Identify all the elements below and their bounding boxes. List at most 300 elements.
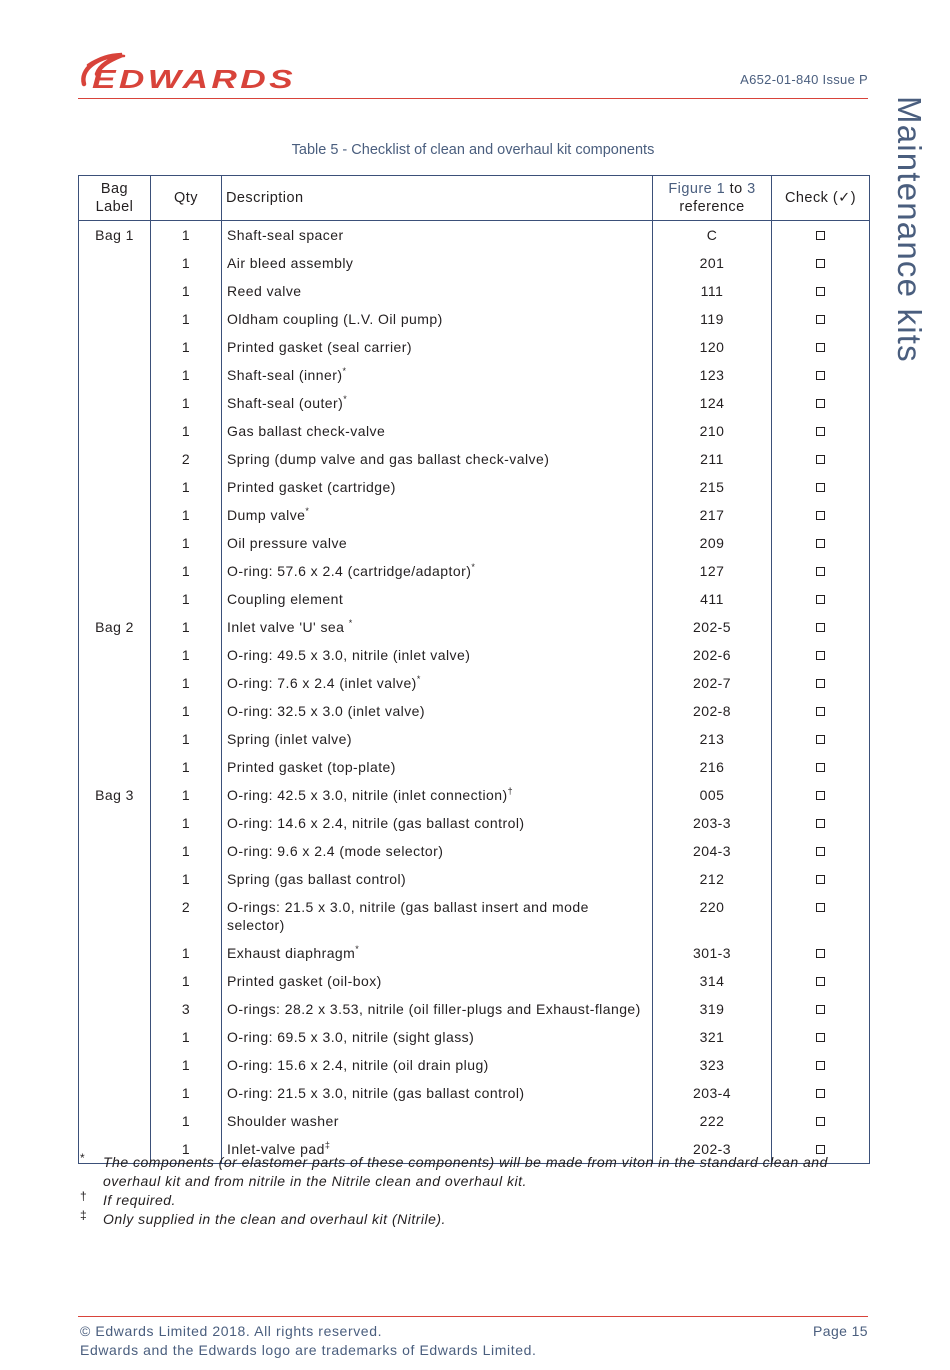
qty-cell: 1: [151, 697, 222, 725]
check-cell: [772, 1079, 870, 1107]
figure-reference-cell: 319: [653, 995, 772, 1023]
description-cell: [222, 669, 653, 697]
checkbox-icon[interactable]: [816, 819, 825, 828]
qty-cell: 1: [151, 1051, 222, 1079]
table-row: [79, 249, 870, 277]
header-ref-to: to: [729, 181, 743, 197]
header-qty: Qty: [151, 176, 222, 221]
qty-cell: 1: [151, 557, 222, 585]
table-row: [79, 389, 870, 417]
document-reference: A652-01-840 Issue P: [740, 72, 868, 87]
figure-reference-cell: 213: [653, 725, 772, 753]
footnote-marker: *: [343, 394, 348, 404]
checkbox-icon[interactable]: [816, 977, 825, 986]
figure-reference-cell: 202-6: [653, 641, 772, 669]
qty-cell: 1: [151, 1079, 222, 1107]
description-cell: [222, 1079, 653, 1107]
description-cell: [222, 967, 653, 995]
table-row: [79, 473, 870, 501]
description-cell: [222, 995, 653, 1023]
checkbox-icon[interactable]: [816, 763, 825, 772]
description-cell: [222, 249, 653, 277]
description-cell: [222, 305, 653, 333]
footnote-nitrile-only: [78, 1210, 838, 1229]
check-cell: [772, 557, 870, 585]
figure-reference-cell: C: [653, 221, 772, 250]
checkbox-icon[interactable]: [816, 847, 825, 856]
table-body: [79, 221, 870, 1164]
description-text: Reed valve: [227, 283, 302, 299]
description-cell: [222, 445, 653, 473]
checkbox-icon[interactable]: [816, 371, 825, 380]
footnote-marker: †: [507, 786, 514, 796]
footnote-marker: *: [305, 506, 310, 516]
check-cell: [772, 753, 870, 781]
figure-reference-cell: 220: [653, 893, 772, 939]
description-text: Coupling element: [227, 591, 344, 607]
checkbox-icon[interactable]: [816, 679, 825, 688]
description-text: Inlet-valve pad: [227, 1141, 325, 1157]
bag-label-cell: [79, 389, 151, 417]
check-cell: [772, 249, 870, 277]
checkbox-icon[interactable]: [816, 595, 825, 604]
description-text: Shaft-seal (inner): [227, 367, 343, 383]
description-text: Gas ballast check-valve: [227, 423, 386, 439]
footnote-if-required: [78, 1191, 838, 1210]
checkbox-icon[interactable]: [816, 567, 825, 576]
table-row: [79, 1051, 870, 1079]
footnote-mark: ‡: [80, 1208, 88, 1222]
footnote-text: Only supplied in the clean and overhaul kit (Nitrile).: [103, 1211, 446, 1227]
description-text: O-ring: 21.5 x 3.0, nitrile (gas ballast control): [227, 1085, 525, 1101]
checkbox-icon[interactable]: [816, 315, 825, 324]
checkbox-icon[interactable]: [816, 483, 825, 492]
figure-reference-cell: 222: [653, 1107, 772, 1135]
footnote-marker: *: [342, 366, 347, 376]
checkbox-icon[interactable]: [816, 623, 825, 632]
footnote-mark: †: [80, 1189, 88, 1203]
footnote-marker: *: [348, 618, 353, 628]
section-side-title: Maintenance kits: [891, 96, 928, 363]
table-row: [79, 865, 870, 893]
table-row: [79, 893, 870, 939]
table-row: [79, 697, 870, 725]
bag-label-cell: [79, 361, 151, 389]
qty-cell: 2: [151, 445, 222, 473]
qty-cell: 1: [151, 305, 222, 333]
figure-reference-cell: 005: [653, 781, 772, 809]
table-row: [79, 613, 870, 641]
table-row: [79, 333, 870, 361]
checkbox-icon[interactable]: [816, 231, 825, 240]
bag-label-cell: [79, 697, 151, 725]
checkbox-icon[interactable]: [816, 427, 825, 436]
description-cell: [222, 585, 653, 613]
check-cell: [772, 837, 870, 865]
footer-divider: [78, 1316, 868, 1317]
description-text: O-ring: 14.6 x 2.4, nitrile (gas ballast control): [227, 815, 525, 831]
checkbox-icon[interactable]: [816, 1061, 825, 1070]
table-row: [79, 501, 870, 529]
figure-reference-cell: 323: [653, 1051, 772, 1079]
bag-label-cell: [79, 333, 151, 361]
description-cell: [222, 865, 653, 893]
qty-cell: 1: [151, 837, 222, 865]
figure-reference-cell: 202-3: [653, 1135, 772, 1164]
description-text: O-ring: 15.6 x 2.4, nitrile (oil drain plug): [227, 1057, 489, 1073]
qty-cell: 1: [151, 725, 222, 753]
bag-label-cell: [79, 1051, 151, 1079]
checkbox-icon[interactable]: [816, 651, 825, 660]
description-text: Shoulder washer: [227, 1113, 339, 1129]
check-cell: [772, 277, 870, 305]
qty-cell: 1: [151, 939, 222, 967]
figure-reference-cell: 203-3: [653, 809, 772, 837]
header-bag-line1: Bag: [100, 181, 129, 197]
figure-reference-cell: 204-3: [653, 837, 772, 865]
checkbox-icon[interactable]: [816, 735, 825, 744]
bag-label-cell: [79, 445, 151, 473]
logo-text: EDWARDS: [92, 64, 296, 92]
description-text: O-ring: 9.6 x 2.4 (mode selector): [227, 843, 444, 859]
table-row: [79, 305, 870, 333]
table-row: [79, 1079, 870, 1107]
description-cell: [222, 809, 653, 837]
footnote-marker: ‡: [324, 1140, 331, 1150]
description-cell: [222, 939, 653, 967]
bag-label-cell: [79, 641, 151, 669]
check-cell: [772, 939, 870, 967]
description-text: O-ring: 49.5 x 3.0, nitrile (inlet valve): [227, 647, 471, 663]
checkbox-icon[interactable]: [816, 511, 825, 520]
check-cell: [772, 585, 870, 613]
checkbox-icon[interactable]: [816, 539, 825, 548]
check-cell: [772, 333, 870, 361]
table-row: [79, 967, 870, 995]
figure-reference-cell: 215: [653, 473, 772, 501]
footnote-marker: *: [416, 674, 421, 684]
description-cell: [222, 277, 653, 305]
check-cell: [772, 305, 870, 333]
check-cell: [772, 995, 870, 1023]
footnote-marker: *: [471, 562, 476, 572]
table-row: [79, 725, 870, 753]
table-row: [79, 1023, 870, 1051]
qty-cell: 1: [151, 865, 222, 893]
description-cell: [222, 753, 653, 781]
bag-label-cell: [79, 753, 151, 781]
description-text: O-rings: 28.2 x 3.53, nitrile (oil filler-plugs and Exhaust-flange): [227, 1001, 641, 1017]
bag-label-cell: Bag 2: [79, 613, 151, 641]
qty-cell: 1: [151, 333, 222, 361]
bag-label-cell: [79, 249, 151, 277]
figure-3-link[interactable]: 3: [747, 181, 756, 197]
figure-reference-cell: 119: [653, 305, 772, 333]
description-cell: [222, 417, 653, 445]
trademark-notice: Edwards and the Edwards logo are trademarks of Edwards Limited.: [80, 1342, 537, 1358]
check-cell: [772, 893, 870, 939]
figure-reference-cell: 120: [653, 333, 772, 361]
qty-cell: 1: [151, 781, 222, 809]
bag-label-cell: [79, 1023, 151, 1051]
bag-label-cell: [79, 1107, 151, 1135]
qty-cell: 1: [151, 473, 222, 501]
checkbox-icon[interactable]: [816, 287, 825, 296]
qty-cell: 1: [151, 809, 222, 837]
figure-1-link[interactable]: Figure 1: [668, 181, 726, 197]
check-cell: [772, 473, 870, 501]
description-text: Shaft-seal spacer: [227, 227, 344, 243]
qty-cell: 1: [151, 669, 222, 697]
description-text: O-ring: 57.6 x 2.4 (cartridge/adaptor): [227, 563, 472, 579]
header-bag-label: [79, 176, 151, 221]
description-cell: [222, 1051, 653, 1079]
check-cell: [772, 1023, 870, 1051]
checkbox-icon[interactable]: [816, 1117, 825, 1126]
description-cell: [222, 837, 653, 865]
description-cell: [222, 529, 653, 557]
figure-reference-cell: 216: [653, 753, 772, 781]
table-row: [79, 939, 870, 967]
kit-checklist-table: [78, 175, 870, 1164]
description-text: Printed gasket (oil-box): [227, 973, 382, 989]
bag-label-cell: [79, 473, 151, 501]
bag-label-cell: [79, 865, 151, 893]
figure-reference-cell: 202-7: [653, 669, 772, 697]
description-cell: [222, 781, 653, 809]
footnote-text: If required.: [103, 1192, 176, 1208]
description-cell: [222, 221, 653, 250]
check-cell: [772, 445, 870, 473]
description-text: O-ring: 7.6 x 2.4 (inlet valve): [227, 675, 417, 691]
description-text: Spring (inlet valve): [227, 731, 352, 747]
table-row: [79, 557, 870, 585]
bag-label-cell: [79, 557, 151, 585]
qty-cell: 1: [151, 585, 222, 613]
footnote-viton-nitrile: [78, 1153, 838, 1191]
description-cell: [222, 389, 653, 417]
description-cell: [222, 361, 653, 389]
checkbox-icon[interactable]: [816, 259, 825, 268]
check-cell: [772, 781, 870, 809]
check-cell: [772, 809, 870, 837]
description-text: Spring (gas ballast control): [227, 871, 407, 887]
qty-cell: 1: [151, 1107, 222, 1135]
qty-cell: 1: [151, 967, 222, 995]
table-row: [79, 221, 870, 250]
check-cell: [772, 967, 870, 995]
header-bag-line2: Label: [95, 199, 134, 215]
table-row: [79, 753, 870, 781]
qty-cell: 1: [151, 249, 222, 277]
table-row: [79, 585, 870, 613]
description-text: O-ring: 42.5 x 3.0, nitrile (inlet connection): [227, 787, 508, 803]
bag-label-cell: Bag 3: [79, 781, 151, 809]
description-text: O-rings: 21.5 x 3.0, nitrile (gas ballast insert and mode selector): [227, 899, 589, 933]
qty-cell: 1: [151, 389, 222, 417]
figure-reference-cell: 111: [653, 277, 772, 305]
check-cell: [772, 613, 870, 641]
footnotes: [78, 1153, 838, 1229]
checkbox-icon[interactable]: [816, 875, 825, 884]
table-row: [79, 995, 870, 1023]
description-cell: [222, 893, 653, 939]
figure-reference-cell: 411: [653, 585, 772, 613]
figure-reference-cell: 210: [653, 417, 772, 445]
figure-reference-cell: 217: [653, 501, 772, 529]
header-check: Check (✓): [772, 176, 870, 221]
qty-cell: 3: [151, 995, 222, 1023]
figure-reference-cell: 211: [653, 445, 772, 473]
bag-label-cell: [79, 1079, 151, 1107]
qty-cell: 1: [151, 1023, 222, 1051]
bag-label-cell: [79, 725, 151, 753]
check-cell: [772, 669, 870, 697]
description-cell: [222, 1023, 653, 1051]
table-row: [79, 781, 870, 809]
qty-cell: 1: [151, 501, 222, 529]
table-row: [79, 445, 870, 473]
header-divider: [78, 98, 868, 99]
qty-cell: 1: [151, 529, 222, 557]
description-cell: [222, 557, 653, 585]
description-cell: [222, 725, 653, 753]
header-description: Description: [222, 176, 653, 221]
check-cell: [772, 417, 870, 445]
description-text: Air bleed assembly: [227, 255, 354, 271]
check-cell: [772, 641, 870, 669]
edwards-logo-icon: [78, 52, 300, 92]
description-text: Inlet valve 'U' sea: [227, 619, 349, 635]
check-cell: [772, 725, 870, 753]
qty-cell: 1: [151, 613, 222, 641]
qty-cell: 1: [151, 417, 222, 445]
table-row: [79, 529, 870, 557]
qty-cell: 2: [151, 893, 222, 939]
figure-reference-cell: 202-5: [653, 613, 772, 641]
bag-label-cell: [79, 501, 151, 529]
description-text: Shaft-seal (outer): [227, 395, 344, 411]
checkbox-icon[interactable]: [816, 1033, 825, 1042]
check-cell: [772, 865, 870, 893]
qty-cell: 1: [151, 361, 222, 389]
figure-reference-cell: 209: [653, 529, 772, 557]
figure-reference-cell: 127: [653, 557, 772, 585]
qty-cell: 1: [151, 221, 222, 250]
checkbox-icon[interactable]: [816, 1089, 825, 1098]
bag-label-cell: [79, 669, 151, 697]
bag-label-cell: [79, 837, 151, 865]
page-number: Page 15: [813, 1323, 868, 1339]
description-text: O-ring: 69.5 x 3.0, nitrile (sight glass): [227, 1029, 475, 1045]
bag-label-cell: [79, 277, 151, 305]
footnote-marker: *: [355, 944, 360, 954]
checkbox-icon[interactable]: [816, 455, 825, 464]
bag-label-cell: [79, 529, 151, 557]
header-figure-reference: [653, 176, 772, 221]
description-text: O-ring: 32.5 x 3.0 (inlet valve): [227, 703, 426, 719]
description-text: Oldham coupling (L.V. Oil pump): [227, 311, 443, 327]
description-text: Oil pressure valve: [227, 535, 348, 551]
checkbox-icon[interactable]: [816, 791, 825, 800]
bag-label-cell: Bag 1: [79, 221, 151, 250]
description-cell: [222, 697, 653, 725]
check-cell: [772, 361, 870, 389]
bag-label-cell: [79, 809, 151, 837]
check-cell: [772, 389, 870, 417]
bag-label-cell: [79, 967, 151, 995]
figure-reference-cell: 123: [653, 361, 772, 389]
header-ref-line2: reference: [679, 199, 745, 215]
footnote-text: The components (or elastomer parts of these components) will be made from viton in the standard clean and overhaul kit and from nitrile in the Nitrile clean and overhaul kit.: [103, 1154, 828, 1189]
check-cell: [772, 1107, 870, 1135]
bag-label-cell: [79, 417, 151, 445]
qty-cell: 1: [151, 1135, 222, 1164]
figure-reference-cell: 301-3: [653, 939, 772, 967]
check-cell: [772, 1051, 870, 1079]
description-cell: [222, 473, 653, 501]
figure-reference-cell: 212: [653, 865, 772, 893]
table-caption: Table 5 - Checklist of clean and overhaul kit components: [291, 142, 655, 158]
description-cell: [222, 1107, 653, 1135]
copyright-notice: © Edwards Limited 2018. All rights reserved.: [80, 1323, 383, 1339]
checkbox-icon[interactable]: [816, 399, 825, 408]
description-text: Printed gasket (cartridge): [227, 479, 396, 495]
check-cell: [772, 501, 870, 529]
table-row: [79, 669, 870, 697]
checkbox-icon[interactable]: [816, 707, 825, 716]
qty-cell: 1: [151, 753, 222, 781]
checkbox-icon[interactable]: [816, 949, 825, 958]
table-row: [79, 837, 870, 865]
figure-reference-cell: 203-4: [653, 1079, 772, 1107]
table-row: [79, 361, 870, 389]
description-text: Spring (dump valve and gas ballast check-valve): [227, 451, 550, 467]
description-text: Printed gasket (top-plate): [227, 759, 396, 775]
figure-reference-cell: 202-8: [653, 697, 772, 725]
table-header-row: [79, 176, 870, 221]
qty-cell: 1: [151, 277, 222, 305]
figure-reference-cell: 321: [653, 1023, 772, 1051]
qty-cell: 1: [151, 641, 222, 669]
bag-label-cell: [79, 995, 151, 1023]
check-cell: [772, 221, 870, 250]
check-cell: [772, 697, 870, 725]
description-text: Printed gasket (seal carrier): [227, 339, 413, 355]
description-text: Exhaust diaphragm: [227, 945, 356, 961]
bag-label-cell: [79, 305, 151, 333]
table-row: [79, 641, 870, 669]
table-row: [79, 1107, 870, 1135]
table-row: [79, 809, 870, 837]
bag-label-cell: [79, 585, 151, 613]
figure-reference-cell: 124: [653, 389, 772, 417]
figure-reference-cell: 201: [653, 249, 772, 277]
bag-label-cell: [79, 939, 151, 967]
table-row: [79, 417, 870, 445]
description-cell: [222, 613, 653, 641]
table-row: [79, 277, 870, 305]
checkbox-icon[interactable]: [816, 903, 825, 912]
checkbox-icon[interactable]: [816, 343, 825, 352]
checkbox-icon[interactable]: [816, 1005, 825, 1014]
footnote-mark: *: [80, 1151, 86, 1165]
description-text: Dump valve: [227, 507, 306, 523]
figure-reference-cell: 314: [653, 967, 772, 995]
description-cell: [222, 641, 653, 669]
description-cell: [222, 501, 653, 529]
description-cell: [222, 333, 653, 361]
